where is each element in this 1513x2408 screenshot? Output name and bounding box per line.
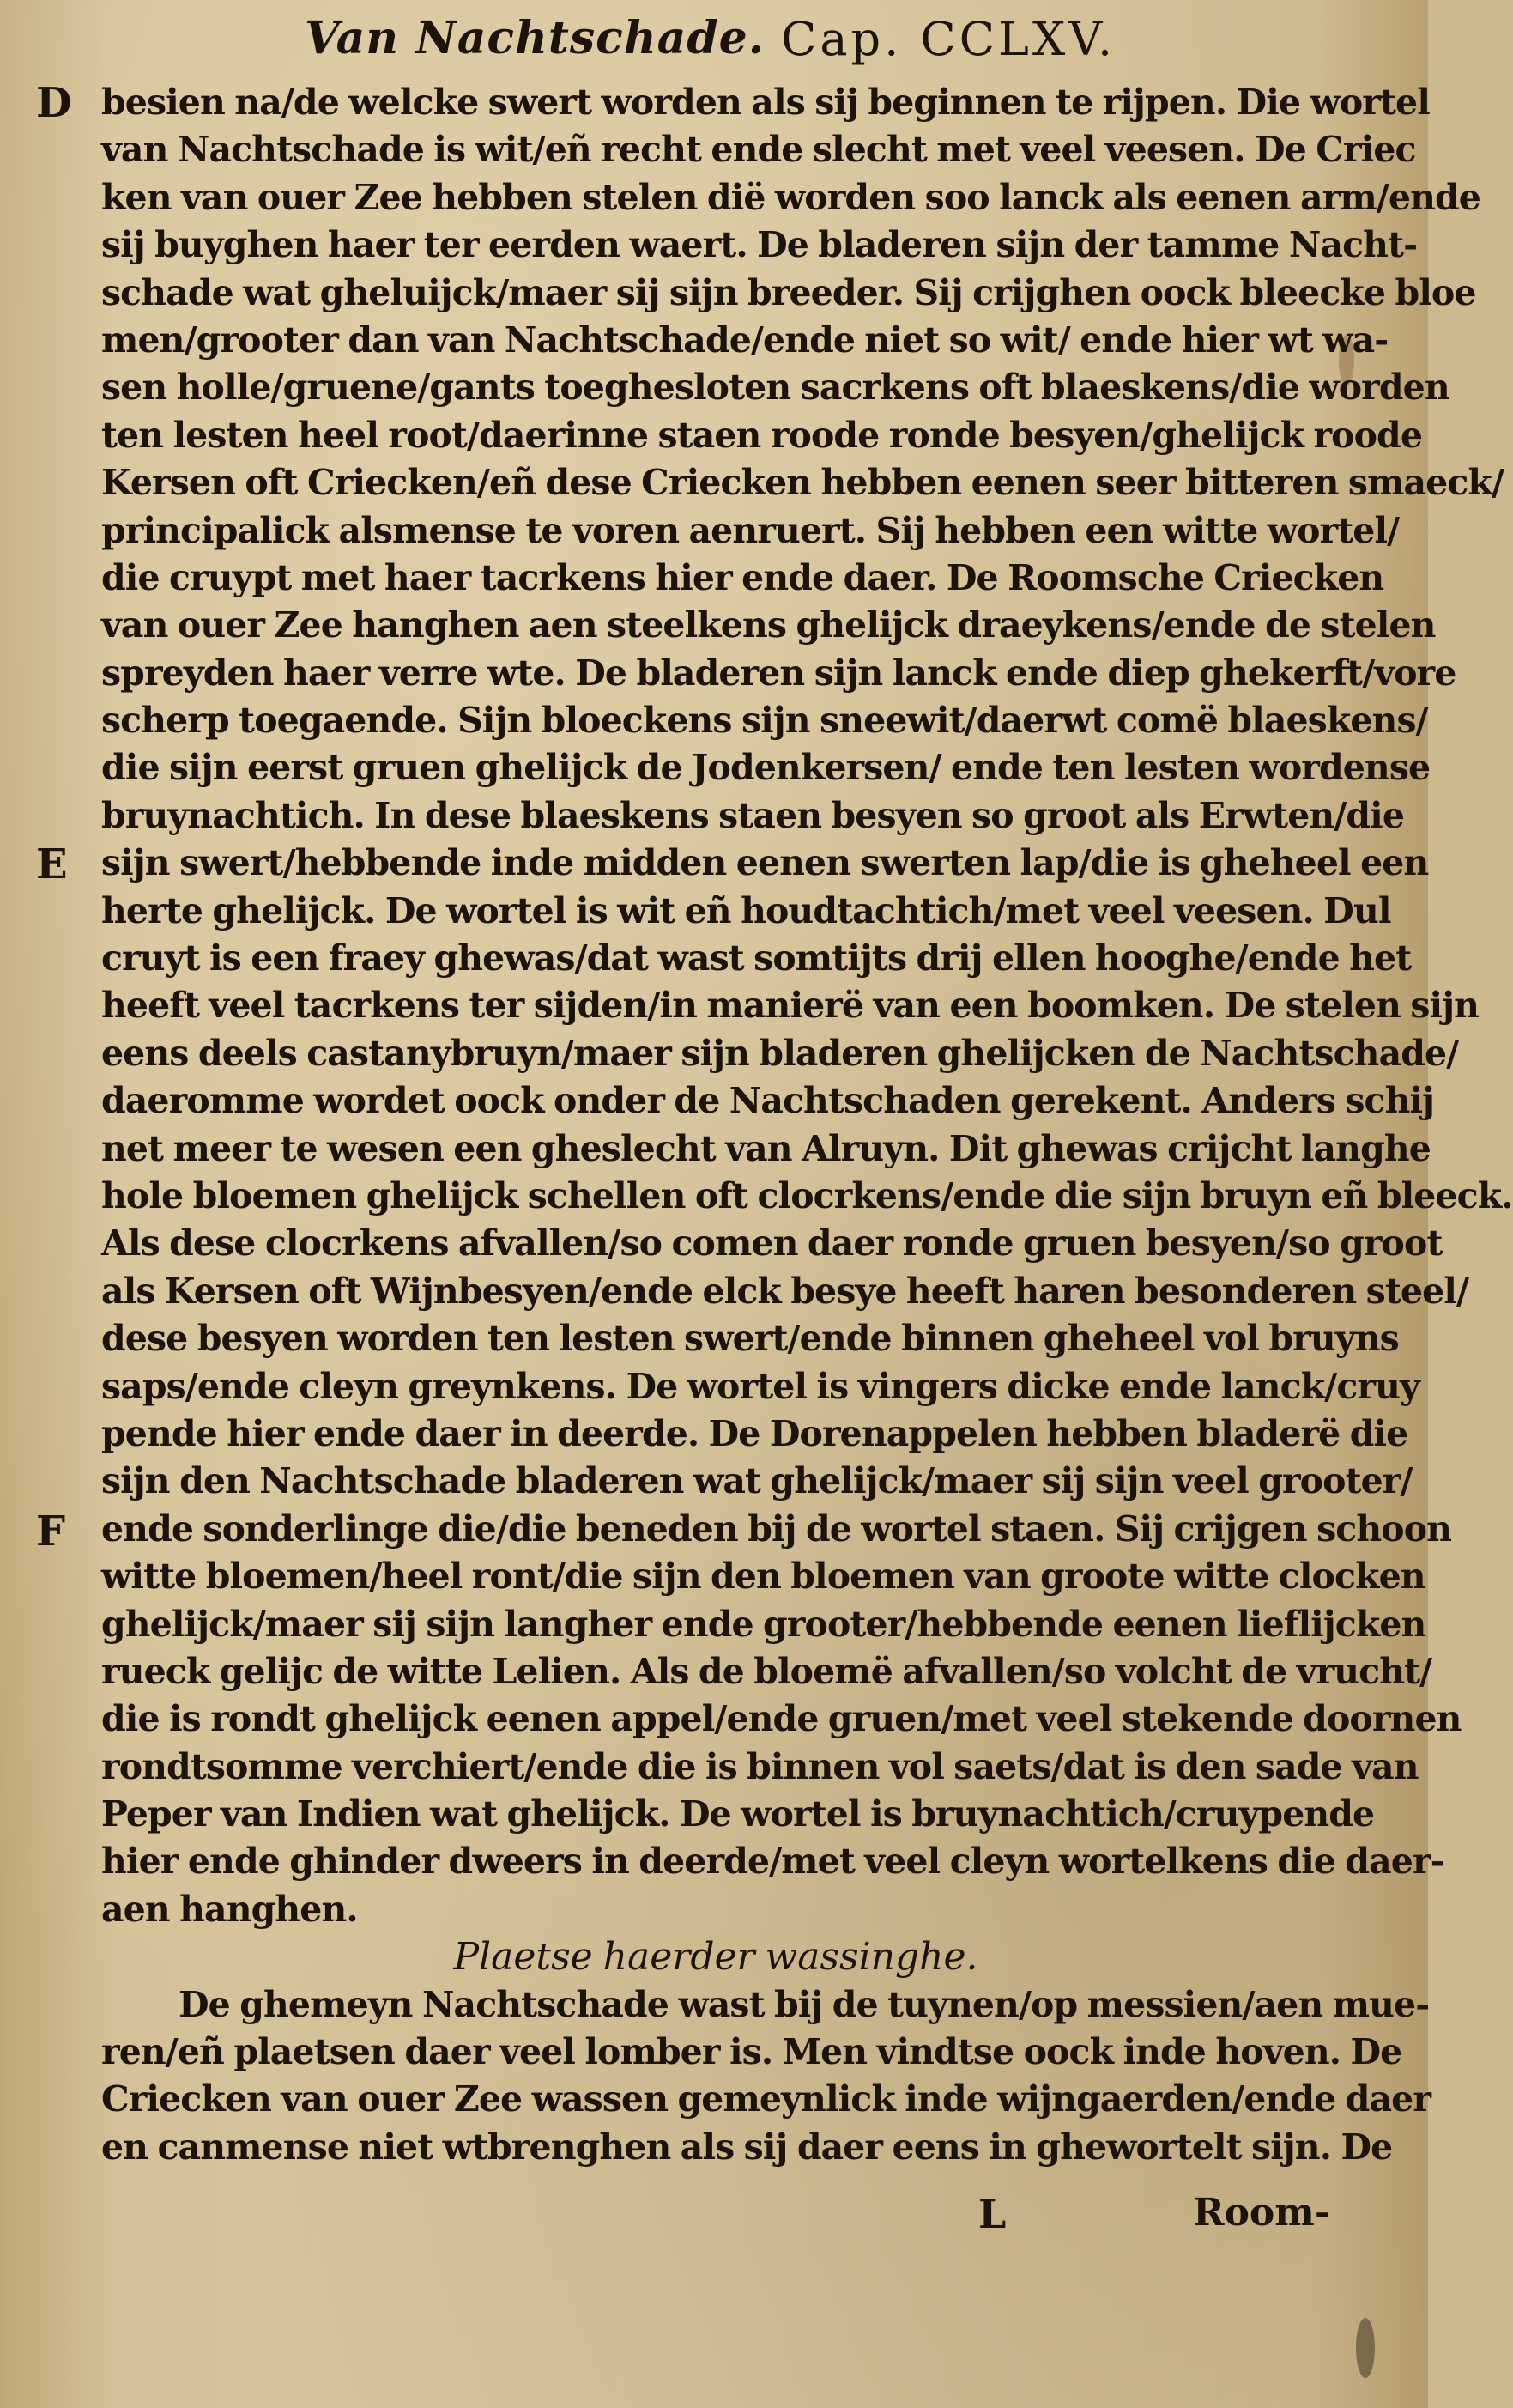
text-line: en canmense niet wtbrenghen als sij daer eens in ghewortelt sijn. De (101, 2126, 1393, 2168)
margin-letter-e: E (36, 840, 68, 889)
text-line: pende hier ende daer in deerde. De Dorenappelen hebben bladerë die (101, 1412, 1408, 1454)
text-line: rondtsomme verchiert/ende die is binnen vol saets/dat is den sade van (101, 1745, 1419, 1787)
text-line: witte bloemen/heel ront/die sijn den bloemen van groote witte clocken (101, 1556, 1425, 1598)
text-line: spreyden haer verre wte. De bladeren sijn lanck ende diep ghekerft/vore (101, 652, 1456, 694)
text-line: hole bloemen ghelijck schellen oft clocrkens/ende die sijn bruyn eñ bleeck. (101, 1174, 1513, 1216)
margin-letter-f: F (36, 1507, 66, 1556)
text-line: hier ende ghinder dweers in deerde/met veel cleyn wortelkens die daer- (101, 1841, 1444, 1883)
text-line: herte ghelijck. De wortel is wit eñ houdtachtich/met veel veesen. Dul (101, 889, 1391, 931)
text-line: schade wat gheluijck/maer sij sijn breeder. Sij crijghen oock bleecke bloe (101, 271, 1476, 313)
text-line: sijn swert/hebbende inde midden eenen swerten lap/die is gheheel een (101, 842, 1429, 884)
text-line: Peper van Indien wat ghelijck. De wortel is bruynachtich/cruypende (101, 1793, 1375, 1835)
text-line: net meer te wesen een gheslecht van Alruyn. Dit ghewas crijcht langhe (101, 1127, 1431, 1169)
text-line: die is rondt ghelijck eenen appel/ende gruen/met veel stekende doornen (101, 1698, 1462, 1740)
text-line: sij buyghen haer ter eerden waert. De bladeren sijn der tamme Nacht- (101, 224, 1418, 266)
text-line: De ghemeyn Nachtschade wast bij de tuynen/op messien/aen mue- (179, 1983, 1430, 2025)
text-line: rueck gelijc de witte Lelien. Als de bloemë afvallen/so volcht de vrucht/ (101, 1650, 1432, 1692)
ink-stain (1356, 2318, 1375, 2378)
text-line: besien na/de welcke swert worden als sij beginnen te rijpen. Die wortel (101, 82, 1430, 123)
chapter-number: Cap. CCLXV. (781, 12, 1117, 66)
text-line: sen holle/gruene/gants toeghesloten sacrkens oft blaeskens/die worden (101, 367, 1449, 409)
text-line: heeft veel tacrkens ter sijden/in manierë van een boomken. De stelen sijn (101, 985, 1480, 1027)
text-line: als Kersen oft Wijnbesyen/ende elck besye heeft haren besonderen steel/ (101, 1270, 1469, 1312)
text-line: ende sonderlinge die/die beneden bij de wortel staen. Sij crijgen schoon (101, 1507, 1452, 1550)
text-line: eens deels castanybruyn/maer sijn bladeren ghelijcken de Nachtschade/ (101, 1032, 1459, 1074)
text-line: ghelijck/maer sij sijn langher ende grooter/hebbende eenen lieflijcken (101, 1603, 1426, 1645)
section-heading: Plaetse haerder wassinghe. (453, 1935, 978, 1980)
body-text (101, 79, 1513, 2171)
text-line: cruyt is een fraey ghewas/dat wast somtijts drij ellen hooghe/ende het (101, 937, 1412, 980)
text-line: die cruypt met haer tacrkens hier ende daer. De Roomsche Criecken (101, 556, 1384, 598)
text-line: aen hanghen. (101, 1888, 358, 1930)
text-line: Kersen oft Criecken/eñ dese Criecken hebben eenen seer bitteren smaeck/ (101, 462, 1504, 504)
signature-mark: L (978, 2191, 1007, 2237)
text-line: ken van ouer Zee hebben stelen dië worden soo lanck als eenen arm/ende (101, 176, 1480, 218)
catchword: Room- (1193, 2191, 1331, 2235)
text-line: principalick alsmense te voren aenruert. Sij hebben een witte wortel/ (101, 509, 1400, 551)
margin-letter-d: D (36, 79, 72, 127)
text-line: saps/ende cleyn greynkens. De wortel is vingers dicke ende lanck/cruy (101, 1365, 1419, 1407)
text-line: scherp toegaende. Sijn bloeckens sijn sneewit/daerwt comë blaeskens/ (101, 700, 1428, 742)
text-line: daeromme wordet oock onder de Nachtschaden gerekent. Anders schij (101, 1080, 1435, 1122)
running-title: Van Nachtschade. (305, 12, 765, 64)
text-line: van Nachtschade is wit/eñ recht ende slecht met veel veesen. De Criec (101, 129, 1416, 171)
text-line: Als dese clocrkens afvallen/so comen daer ronde gruen besyen/so groot (101, 1222, 1443, 1265)
text-line: die sijn eerst gruen ghelijck de Jodenkersen/ ende ten lesten wordense (101, 747, 1431, 789)
text-line: men/grooter dan van Nachtschade/ende niet so wit/ ende hier wt wa- (101, 318, 1389, 361)
text-line: dese besyen worden ten lesten swert/ende binnen gheheel vol bruyns (101, 1318, 1399, 1360)
text-line: van ouer Zee hanghen aen steelkens ghelijck draeykens/ende de stelen (101, 604, 1436, 646)
text-line: Criecken van ouer Zee wassen gemeynlick inde wijngaerden/ende daer (101, 2078, 1431, 2120)
page-header (0, 7, 1428, 67)
text-line: ren/eñ plaetsen daer veel lomber is. Men vindtse oock inde hoven. De (101, 2031, 1402, 2073)
text-line: ten lesten heel root/daerinne staen roode ronde besyen/ghelijck roode (101, 414, 1422, 456)
text-line: bruynachtich. In dese blaeskens staen besyen so groot als Erwten/die (101, 794, 1405, 836)
text-line: sijn den Nachtschade bladeren wat ghelijck/maer sij sijn veel grooter/ (101, 1460, 1413, 1502)
